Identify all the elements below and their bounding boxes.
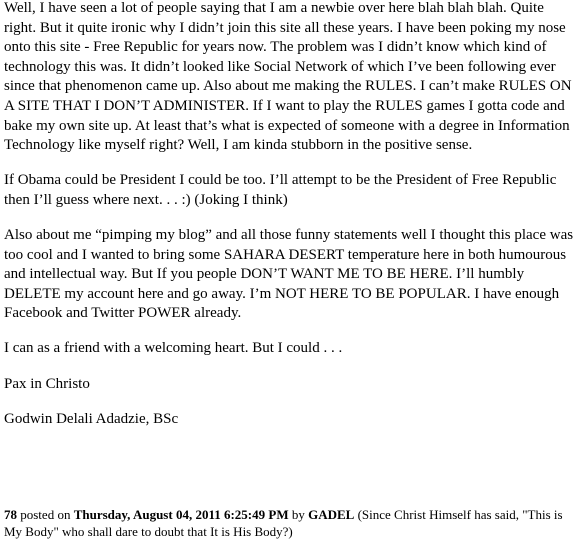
post-signoff: Pax in Christo — [4, 375, 90, 392]
post-signature: Godwin Delali Adadzie, BSc — [4, 410, 179, 427]
post-date: Thursday, August 04, 2011 6:25:49 PM — [73, 507, 289, 522]
by-label: by — [288, 507, 309, 522]
posted-on-label: posted on — [17, 507, 74, 522]
post-body — [4, 0, 574, 445]
author-link[interactable]: GADEL — [308, 507, 355, 522]
post-paragraph-2: If Obama could be President I could be too. I’ll attempt to be the President of Free Republic then I’ll guess where next. . . :) (Joking I think) — [4, 172, 557, 208]
author-tagline: (Since Christ Himself has said, "This is My Body" who shall dare to doubt that It is His Body?) — [4, 507, 563, 539]
post-footer — [4, 506, 574, 540]
post-paragraph-1: Well, I have seen a lot of people saying that I am a newbie over here blah blah blah. Quite right. But it quite ironic why I didn’t join this site all these years. I have been poking my nose onto this site - Free Republic for years now. The problem was I didn’t know which kind of technology this was. It didn’t looked like Social Network of which I’ve been following ever since that phenomenon came up. Also about me making the RULES. I can’t make RULES ON A SITE THAT I DON’T ADMINISTER. If I want to play the RULES games I gotta code and bake my own site up. At least that’s what is expected of someone with a degree in Information Technology like myself right? Well, I am kinda stubborn in the positive sense. — [4, 0, 572, 154]
post-paragraph-4: I can as a friend with a welcoming heart. But I could . . . — [4, 340, 343, 357]
post-paragraph-3: Also about me “pimping my blog” and all those funny statements well I thought this place was too cool and I wanted to bring some SAHARA DESERT temperature here in both humourous and intellectual way. But If you people DON’T WANT ME TO BE HERE. I’ll humbly DELETE my account here and go away. I’m NOT HERE TO BE POPULAR. I have enough Facebook and Twitter POWER already. — [4, 226, 574, 322]
post-number-link[interactable]: 78 — [4, 507, 17, 522]
